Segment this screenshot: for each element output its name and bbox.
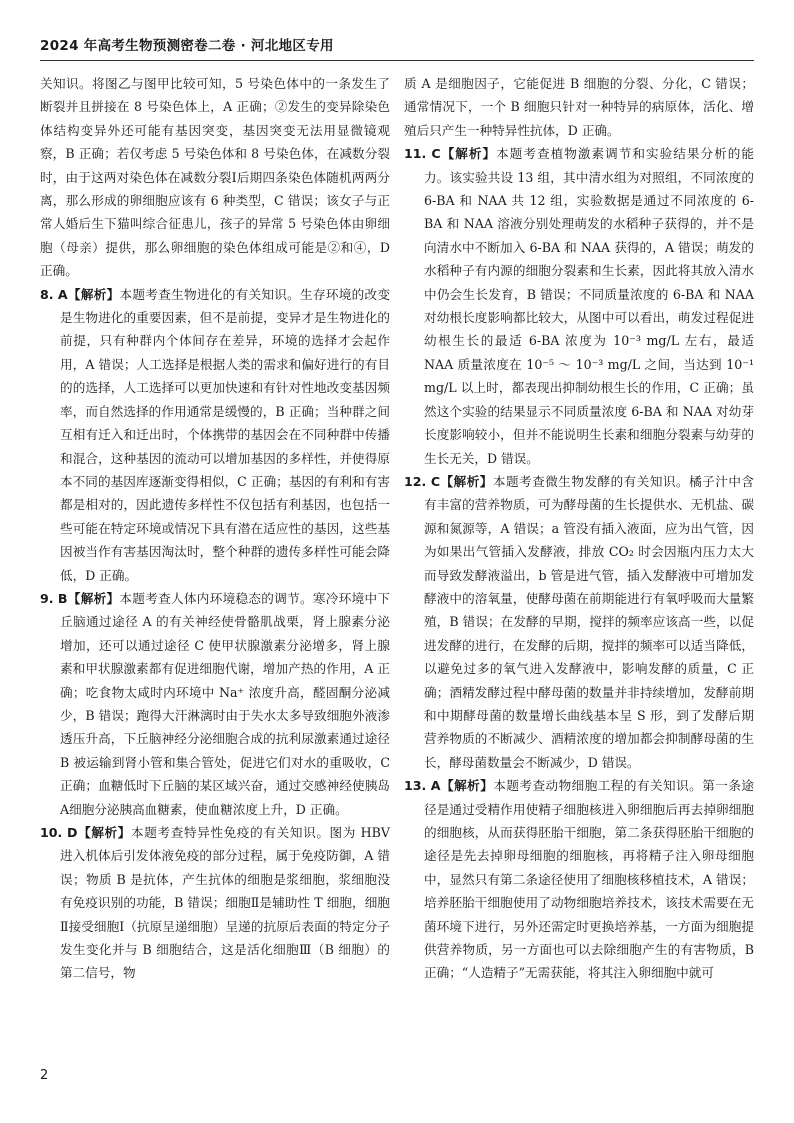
answer-item-8 bbox=[40, 283, 390, 587]
answer-letter: B bbox=[57, 590, 68, 606]
page-number: 2 bbox=[40, 1068, 49, 1083]
analysis-label: 【解析】 bbox=[67, 286, 120, 302]
analysis-label: 【解析】 bbox=[440, 473, 493, 489]
continuation-text: 质 A 是细胞因子，它能促进 B 细胞的分裂、分化，C 错误；通常情况下，一个 B 细胞只针对一种特异的病原体，活化、增殖后只产生一种特异性抗体，D 正确。 bbox=[404, 76, 754, 138]
answer-item-9 bbox=[40, 587, 390, 821]
left-column bbox=[40, 72, 390, 985]
analysis-label: 【解析】 bbox=[440, 778, 494, 794]
continuation-text: 关知识。将图乙与图甲比较可知，5 号染色体中的一条发生了断裂并且拼接在 8 号染色体上，A 正确；②发生的变异除染色体结构变异外还可能有基因突变，基因突变无法用显微镜观察，B 正确；若仅考虑 5 号染色体和 8 号染色体，在减数分裂时，由于这两对染色体在减数分裂Ⅰ后期四条染色体随机两两分离，那么形成的卵细胞应该有 6 种类型，C 错误；该女子与正常人婚后生下猫叫综合征患儿，孩子的异常 5 号染色体由卵细胞（母亲）提供，那么卵细胞的染色体组成可能是②和④，D 正确。 bbox=[40, 76, 390, 279]
item-number: 9. bbox=[40, 590, 54, 606]
item-number: 10. bbox=[40, 825, 63, 840]
header-title: 2024 年高考生物预测密卷二卷 · 河北地区专用 bbox=[40, 38, 334, 54]
answer-letter: D bbox=[66, 825, 78, 840]
analysis-text: 本题考查动物细胞工程的有关知识。第一条途径是通过受精作用使精子细胞核进入卵细胞后再去掉卵细胞的细胞核，从而获得胚胎干细胞，第二条获得胚胎干细胞的途径是先去掉卵母细胞的细胞核，再将精子注入卵母细胞中，显然只有第二条途径使用了细胞核移植技术，A 错误；培养胚胎干细胞使用了动物细胞培养技术，该技术需要在无菌环境下进行，另外还需定时更换培养基，一方面为细胞提供营养物质，另一方面也可以去除细胞产生的有害物质，B 正确；“人造精子”无需获能，将其注入卵细胞中就可 bbox=[424, 778, 755, 981]
analysis-label: 【解析】 bbox=[440, 146, 497, 162]
analysis-label: 【解析】 bbox=[67, 590, 120, 606]
answer-letter: A bbox=[430, 778, 441, 794]
analysis-text: 本题考查人体内环境稳态的调节。寒冷环境中下丘脑通过途径 A 的有关神经使骨骼肌战栗，肾上腺素分泌增加，还可以通过途径 C 使甲状腺激素分泌增多，肾上腺素和甲状腺激素都有促进细胞代谢，增加产热的作用，A 正确；吃食物太咸时内环境中 Na⁺ 浓度升高，醛固酮分泌减少，B 错误；跑得大汗淋漓时由于失水太多导致细胞外液渗透压升高，下丘脑神经分泌细胞合成的抗利尿激素通过途径 B 被运输到肾小管和集合管处，促进它们对水的重吸收，C 正确；血糖低时下丘脑的某区域兴奋，通过交感神经使胰岛A细胞分泌胰高血糖素，使血糖浓度上升，D 正确。 bbox=[60, 590, 391, 817]
answer-letter: C bbox=[431, 146, 441, 162]
answer-item-11 bbox=[404, 142, 754, 470]
page-header bbox=[40, 34, 754, 61]
answer-letter: C bbox=[430, 473, 441, 489]
answer-item-13 bbox=[404, 774, 754, 985]
answer-letter: A bbox=[57, 286, 68, 302]
item-number: 8. bbox=[40, 286, 54, 302]
analysis-text: 本题考查生物进化的有关知识。生存环境的改变是生物进化的重要因素，但不是前提，变异才是生物进化的前提，只有种群内个体间存在差异，环境的选择才会起作用，A 错误；人工选择是根据人类的需求和偏好进行的有目的的选择，人工选择可以更加快速和有针对性地改变基因频率，而自然选择的作用通常是缓慢的，B 正确；当种群之间互相有迁入和迁出时，个体携带的基因会在不同种群中传播和混合，这种基因的流动可以增加基因的多样性，并使得原本不同的基因库逐渐变得相似，C 正确；基因的有利和有害都是相对的，因此遗传多样性不仅包括有利基因，也包括一些可能在特定环境或情况下具有潜在适应性的基因，这些基因被当作有害基因淘汰时，整个种群的遗传多样性可能会降低，D 正确。 bbox=[60, 286, 391, 583]
answer-item-12 bbox=[404, 470, 754, 774]
item-number: 13. bbox=[404, 778, 427, 794]
item-number: 11. bbox=[404, 146, 427, 162]
analysis-text: 本题考查微生物发酵的有关知识。橘子汁中含有丰富的营养物质，可为酵母菌的生长提供水、无机盐、碳源和氮源等，A 错误；a 管没有插入液面，应为出气管，因为如果出气管插入发酵液，排放 CO₂ 时会因瓶内压力太大而导致发酵液溢出，b 管是进气管，插入发酵液中可增加发酵液中的溶氧量，使酵母菌在前期能进行有氧呼吸而大量繁殖，B 错误；在发酵的早期，搅拌的频率应该高一些，以促进发酵的进行，在发酵的后期，搅拌的频率可以适当降低，以避免过多的氧气进入发酵液中，影响发酵的质量，C 正确；酒精发酵过程中酵母菌的数量并非持续增加，发酵前期和中期酵母菌的数量增长曲线基本呈 S 形，到了发酵后期营养物质的不断减少、酒精浓度的增加都会抑制酵母菌的生长，酵母菌数量会不断减少，D 错误。 bbox=[424, 473, 755, 770]
analysis-label: 【解析】 bbox=[77, 825, 132, 840]
analysis-text: 本题考查特异性免疫的有关知识。图为 HBV 进入机体后引发体液免疫的部分过程，属于免疫防御，A 错误；物质 B 是抗体，产生抗体的细胞是浆细胞，浆细胞没有免疫识别的功能，B 错误；细胞Ⅱ是辅助性 T 细胞，细胞Ⅱ接受细胞Ⅰ（抗原呈递细胞）呈递的抗原后表面的特定分子发生变化并与 B 细胞结合，这是活化细胞Ⅲ（B 细胞）的第二信号，物 bbox=[60, 825, 391, 981]
item-number: 12. bbox=[404, 473, 427, 489]
analysis-text: 本题考查植物激素调节和实验结果分析的能力。该实验共设 13 组，其中清水组为对照组，不同浓度的 6-BA 和 NAA 共 12 组，实验数据是通过不同浓度的 6-BA 和 NAA 溶液分别处理萌发的水稻种子获得的，并不是向清水中不断加入 6-BA 和 NAA 获得的，A 错误；萌发的水稻种子有内源的细胞分裂素和生长素，因此将其放入清水中仍会生长发育，B 错误；不同质量浓度的 6-BA 和 NAA 对幼根长度影响都比较大，从图中可以看出，萌发过程促进幼根生长的最适 6-BA 浓度为 10⁻³ mg/L 左右，最适 NAA 质量浓度在 10⁻⁵ ～ 10⁻³ mg/L 之间，当达到 10⁻¹ mg/L 以上时，都表现出抑制幼根生长的作用，C 正确；虽然这个实验的结果显示不同质量浓度 6-BA 和 NAA 对幼芽长度影响较小，但并不能说明生长素和细胞分裂素与幼芽的生长无关，D 错误。 bbox=[424, 146, 755, 466]
answer-item-10 bbox=[40, 821, 390, 985]
right-column bbox=[404, 72, 754, 985]
